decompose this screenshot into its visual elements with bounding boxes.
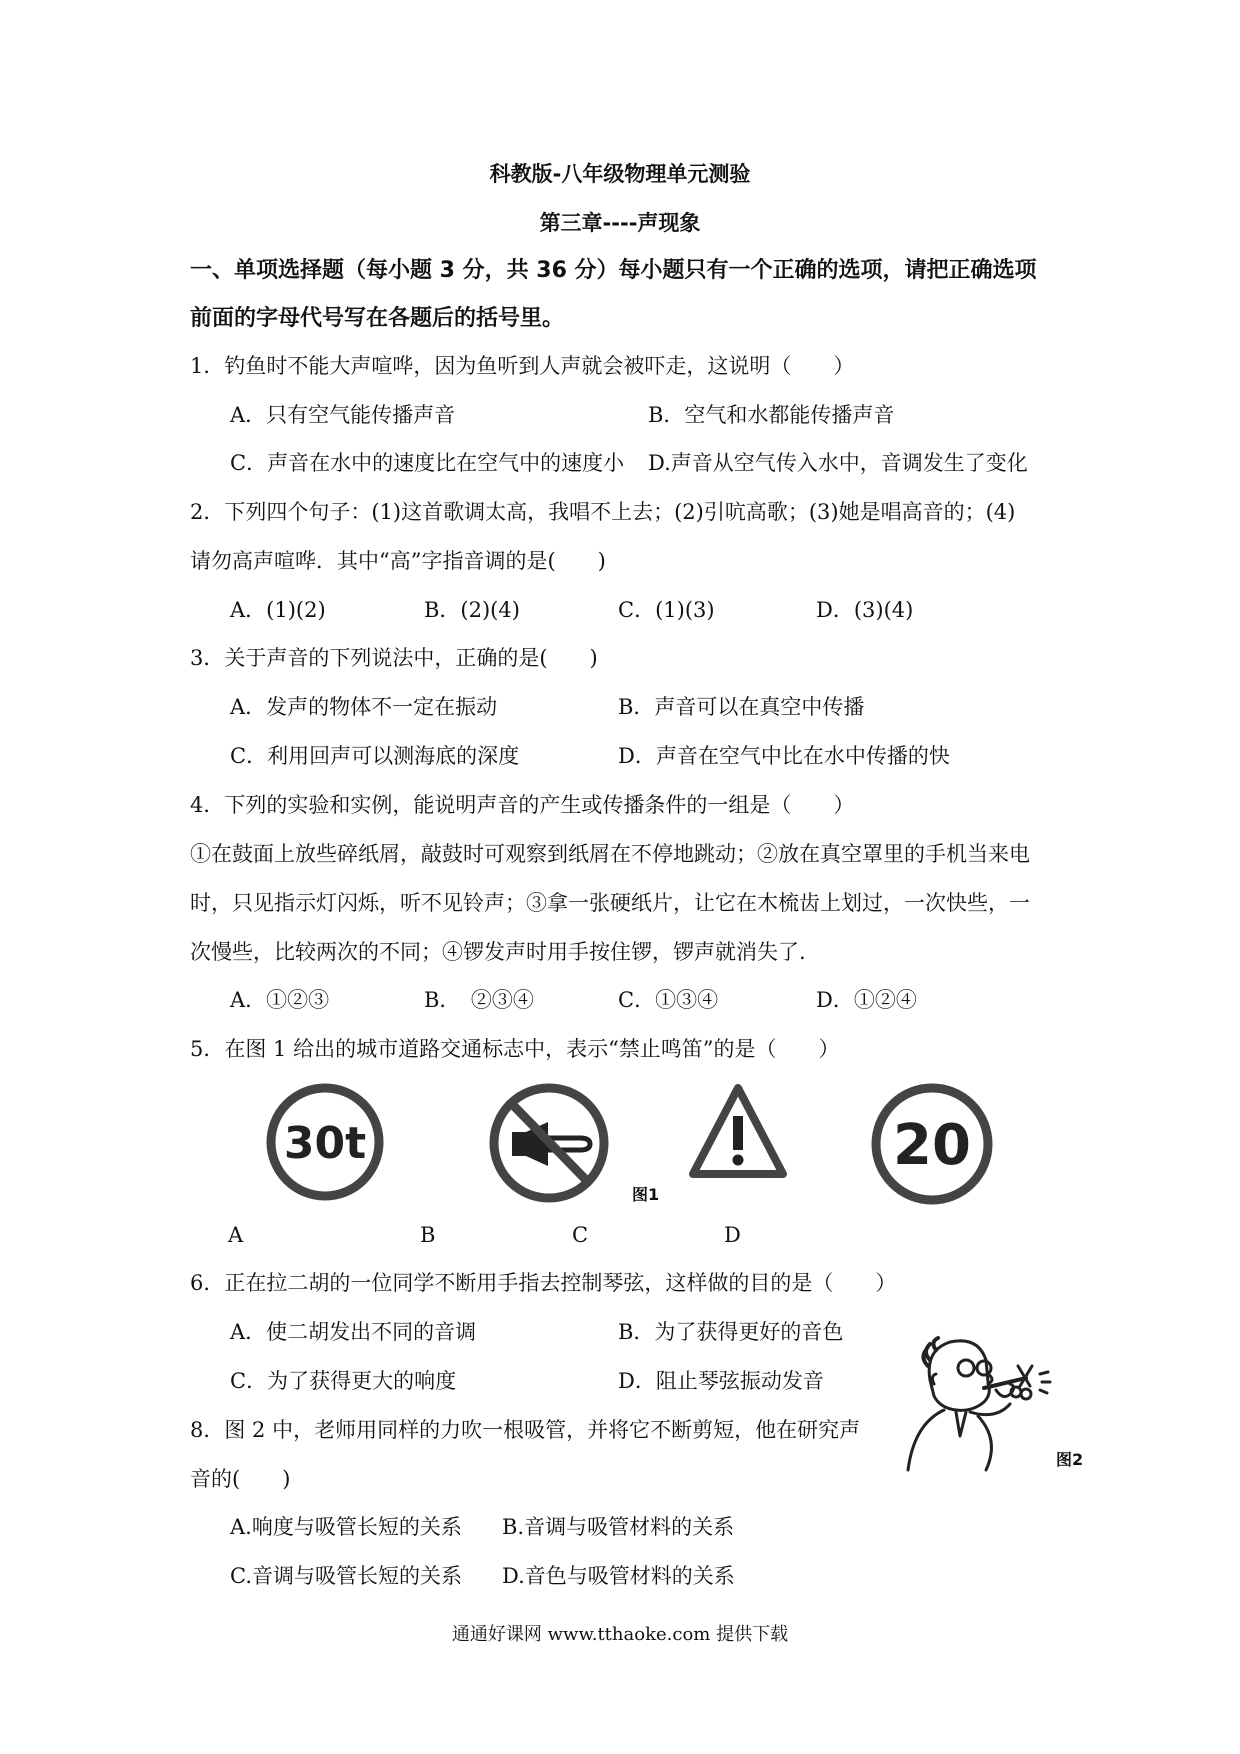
question-3-option-d: D．声音在空气中比在水中传播的快 bbox=[618, 744, 950, 768]
question-6-option-c: C．为了获得更大的响度 bbox=[230, 1369, 457, 1393]
question-6-option-d: D．阻止琴弦振动发音 bbox=[618, 1369, 824, 1393]
sign-weight-limit-30t bbox=[265, 1082, 385, 1202]
no-horn-sign-icon bbox=[488, 1082, 610, 1204]
question-2-option-a: A．(1)(2) bbox=[230, 598, 326, 622]
document-title: 科教版-八年级物理单元测验 bbox=[489, 162, 751, 186]
question-2-option-b: B．(2)(4) bbox=[424, 598, 520, 622]
question-5-option-b: B bbox=[420, 1223, 436, 1247]
question-2-stem-line1: 2．下列四个句子：(1)这首歌调太高，我唱不上去；(2)引吭高歌；(3)她是唱高音的；(4) bbox=[190, 500, 1016, 524]
question-8-stem-line1: 8．图 2 中，老师用同样的力吹一根吸管，并将它不断剪短，他在研究声 bbox=[190, 1418, 861, 1442]
chapter-title: 第三章----声现象 bbox=[539, 211, 701, 235]
question-2-option-d: D．(3)(4) bbox=[816, 598, 914, 622]
question-1-option-d: D.声音从空气传入水中，音调发生了变化 bbox=[648, 451, 1028, 475]
question-4-option-d: D．①②④ bbox=[816, 988, 917, 1012]
section-heading-line1: 一、单项选择题（每小题 3 分，共 36 分）每小题只有一个正确的选项，请把正确选项 bbox=[190, 258, 1037, 283]
question-4-stem-line1: 4．下列的实验和实例，能说明声音的产生或传播条件的一组是（ ） bbox=[190, 793, 855, 817]
question-1-option-a: A．只有空气能传播声音 bbox=[230, 403, 456, 427]
question-8-stem-line2: 音的( ) bbox=[190, 1467, 291, 1491]
question-2-stem-line2: 请勿高声喧哗．其中“高”字指音调的是( ) bbox=[190, 549, 606, 573]
question-6-stem: 6．正在拉二胡的一位同学不断用手指去控制琴弦，这样做的目的是（ ） bbox=[190, 1271, 897, 1295]
question-6-option-a: A．使二胡发出不同的音调 bbox=[230, 1320, 477, 1344]
question-1-option-c: C．声音在水中的速度比在空气中的速度小 bbox=[230, 451, 625, 475]
question-6-option-b: B．为了获得更好的音色 bbox=[618, 1320, 844, 1344]
question-4-option-a: A．①②③ bbox=[230, 988, 330, 1012]
figure-2-caption: 图2 bbox=[1056, 1450, 1084, 1469]
question-8-option-d: D.音色与吸管材料的关系 bbox=[502, 1564, 735, 1588]
question-4-option-c: C．①③④ bbox=[618, 988, 719, 1012]
sign-speed-limit-20 bbox=[870, 1082, 994, 1206]
section-heading-line2: 前面的字母代号写在各题后的括号里。 bbox=[190, 306, 565, 331]
sign-weight-limit-text: 30t bbox=[283, 1118, 367, 1169]
question-5-option-d: D bbox=[724, 1223, 741, 1247]
question-3-option-c: C．利用回声可以测海底的深度 bbox=[230, 744, 520, 768]
question-5-stem: 5．在图 1 给出的城市道路交通标志中，表示“禁止鸣笛”的是（ ） bbox=[190, 1037, 840, 1061]
question-3-option-b: B．声音可以在真空中传播 bbox=[618, 695, 865, 719]
question-2-option-c: C．(1)(3) bbox=[618, 598, 715, 622]
question-3-option-a: A．发声的物体不一定在振动 bbox=[230, 695, 498, 719]
question-8-option-b: B.音调与吸管材料的关系 bbox=[502, 1515, 735, 1539]
sign-speed-limit-text: 20 bbox=[893, 1113, 971, 1178]
question-5-option-c: C bbox=[572, 1223, 589, 1247]
question-3-stem: 3．关于声音的下列说法中，正确的是( ) bbox=[190, 646, 598, 670]
question-4-stem-line2: ①在鼓面上放些碎纸屑，敲鼓时可观察到纸屑在不停地跳动；②放在真空罩里的手机当来电 bbox=[190, 842, 1030, 866]
question-5-option-a: A bbox=[228, 1223, 244, 1247]
question-8-option-a: A.响度与吸管长短的关系 bbox=[230, 1515, 462, 1539]
question-4-option-b: B． ②③④ bbox=[424, 988, 534, 1012]
question-1-option-b: B．空气和水都能传播声音 bbox=[648, 403, 895, 427]
question-1-stem: 1．钓鱼时不能大声喧哗，因为鱼听到人声就会被吓走，这说明（ ） bbox=[190, 354, 855, 378]
figure-1-caption: 图1 bbox=[632, 1185, 660, 1204]
question-4-stem-line4: 次慢些，比较两次的不同；④锣发声时用手按住锣，锣声就消失了. bbox=[190, 940, 806, 964]
page-footer: 通通好课网 www.tthaoke.com 提供下载 bbox=[451, 1624, 789, 1645]
question-8-option-c: C.音调与吸管长短的关系 bbox=[230, 1564, 462, 1588]
question-4-stem-line3: 时，只见指示灯闪烁，听不见铃声；③拿一张硬纸片，让它在木梳齿上划过，一次快些，一 bbox=[190, 891, 1030, 915]
warning-sign-icon bbox=[688, 1082, 788, 1182]
